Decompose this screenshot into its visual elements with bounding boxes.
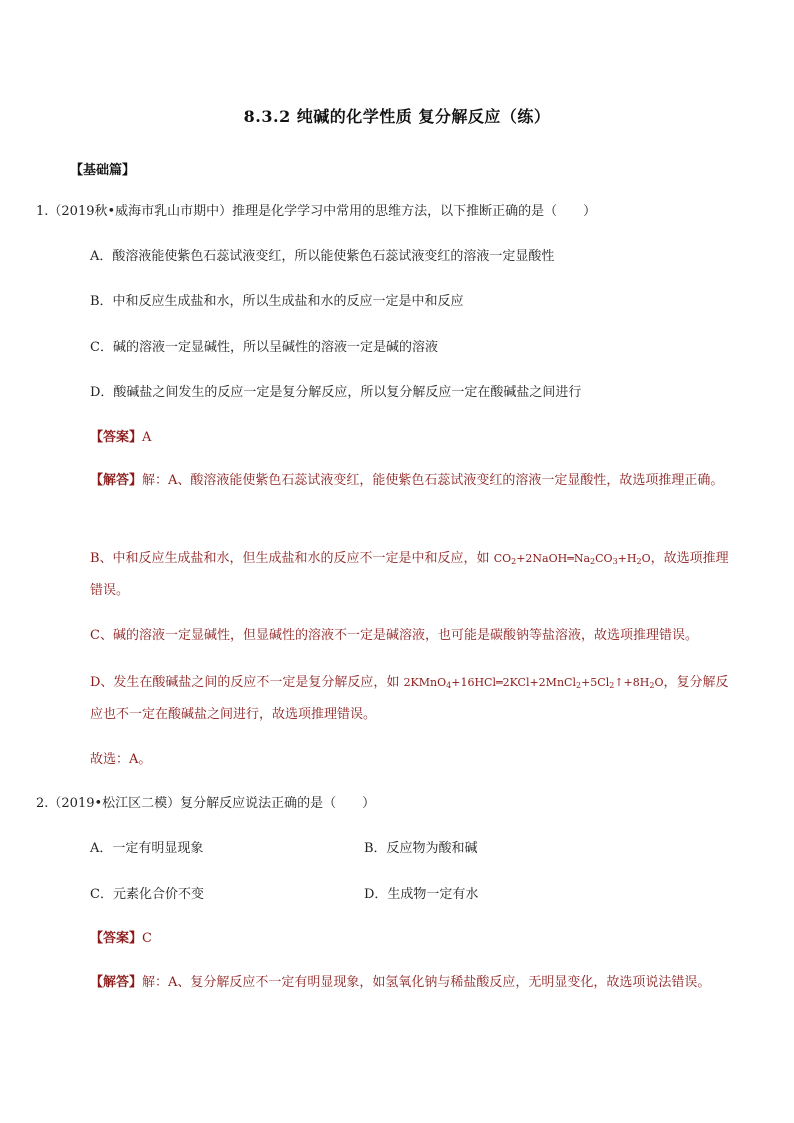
equation-1: $CO_2+2NaOH═Na_2CO_3+H_2O$ <box>493 552 651 566</box>
analysis-a-text: 解：A、复分解反应不一定有明显现象，如氢氧化钠与稀盐酸反应，无明显变化，故选项说法错误。 <box>142 975 711 990</box>
analysis-label: 【解答】 <box>90 975 143 990</box>
question-1-answer <box>90 429 151 447</box>
analysis-d-text: D、发生在酸碱盐之间的反应不一定是复分解反应，如 <box>90 675 404 690</box>
answer-value: A <box>142 430 152 445</box>
question-1-option-a: A．酸溶液能使紫色石蕊试液变红，所以能使紫色石蕊试液变红的溶液一定显酸性 <box>90 249 555 264</box>
question-1-stem: 1.（2019秋•威海市乳山市期中）推理是化学学习中常用的思维方法，以下推断正确的是（ ） <box>36 204 597 219</box>
question-2-stem: 2.（2019•松江区二模）复分解反应说法正确的是（ ） <box>36 796 376 811</box>
section-heading: 【基础篇】 <box>70 163 136 178</box>
question-2-option-c: C．元素化合价不变 <box>90 887 204 902</box>
question-1-option-b: B．中和反应生成盐和水，所以生成盐和水的反应一定是中和反应 <box>90 294 464 309</box>
question-2-answer <box>90 930 152 948</box>
equation-2: $2KMnO_4+16HCl═2KCl+2MnCl_2+5Cl_2↑+8H_2O$ <box>403 676 664 690</box>
analysis-label: 【解答】 <box>90 473 143 488</box>
question-1-option-c: C．碱的溶液一定显碱性，所以呈碱性的溶液一定是碱的溶液 <box>90 340 438 355</box>
analysis-b-text: B、中和反应生成盐和水，但生成盐和水的反应不一定是中和反应，如 <box>90 551 494 566</box>
analysis-d-tail: ，复分解反应也不一定在酸碱盐之间进行，故选项推理错误。 <box>90 675 729 722</box>
question-2-option-b: B．反应物为酸和碱 <box>364 841 478 856</box>
question-2-analysis-a <box>90 967 730 999</box>
question-2-option-a: A．一定有明显现象 <box>90 841 204 856</box>
question-1-analysis-a <box>90 465 730 497</box>
answer-value: C <box>142 931 152 946</box>
question-2-option-d: D．生成物一定有水 <box>364 887 479 902</box>
question-1-conclusion: 故选：A。 <box>90 752 152 767</box>
answer-label: 【答案】 <box>90 931 143 946</box>
question-1-analysis-d <box>90 667 730 731</box>
page-title: 8.3.2 纯碱的化学性质 复分解反应（练） <box>243 107 551 126</box>
answer-label: 【答案】 <box>90 430 143 445</box>
analysis-b-tail: ，故选项推理错误。 <box>90 551 729 598</box>
question-1-analysis-b <box>90 543 730 607</box>
analysis-a-text: 解：A、酸溶液能使紫色石蕊试液变红，能使紫色石蕊试液变红的溶液一定显酸性，故选项推理正确。 <box>142 473 724 488</box>
question-1-analysis-c: C、碱的溶液一定显碱性，但显碱性的溶液不一定是碱溶液，也可能是碳酸钠等盐溶液，故选项推理错误。 <box>90 628 698 643</box>
question-1-option-d: D．酸碱盐之间发生的反应一定是复分解反应，所以复分解反应一定在酸碱盐之间进行 <box>90 385 582 400</box>
